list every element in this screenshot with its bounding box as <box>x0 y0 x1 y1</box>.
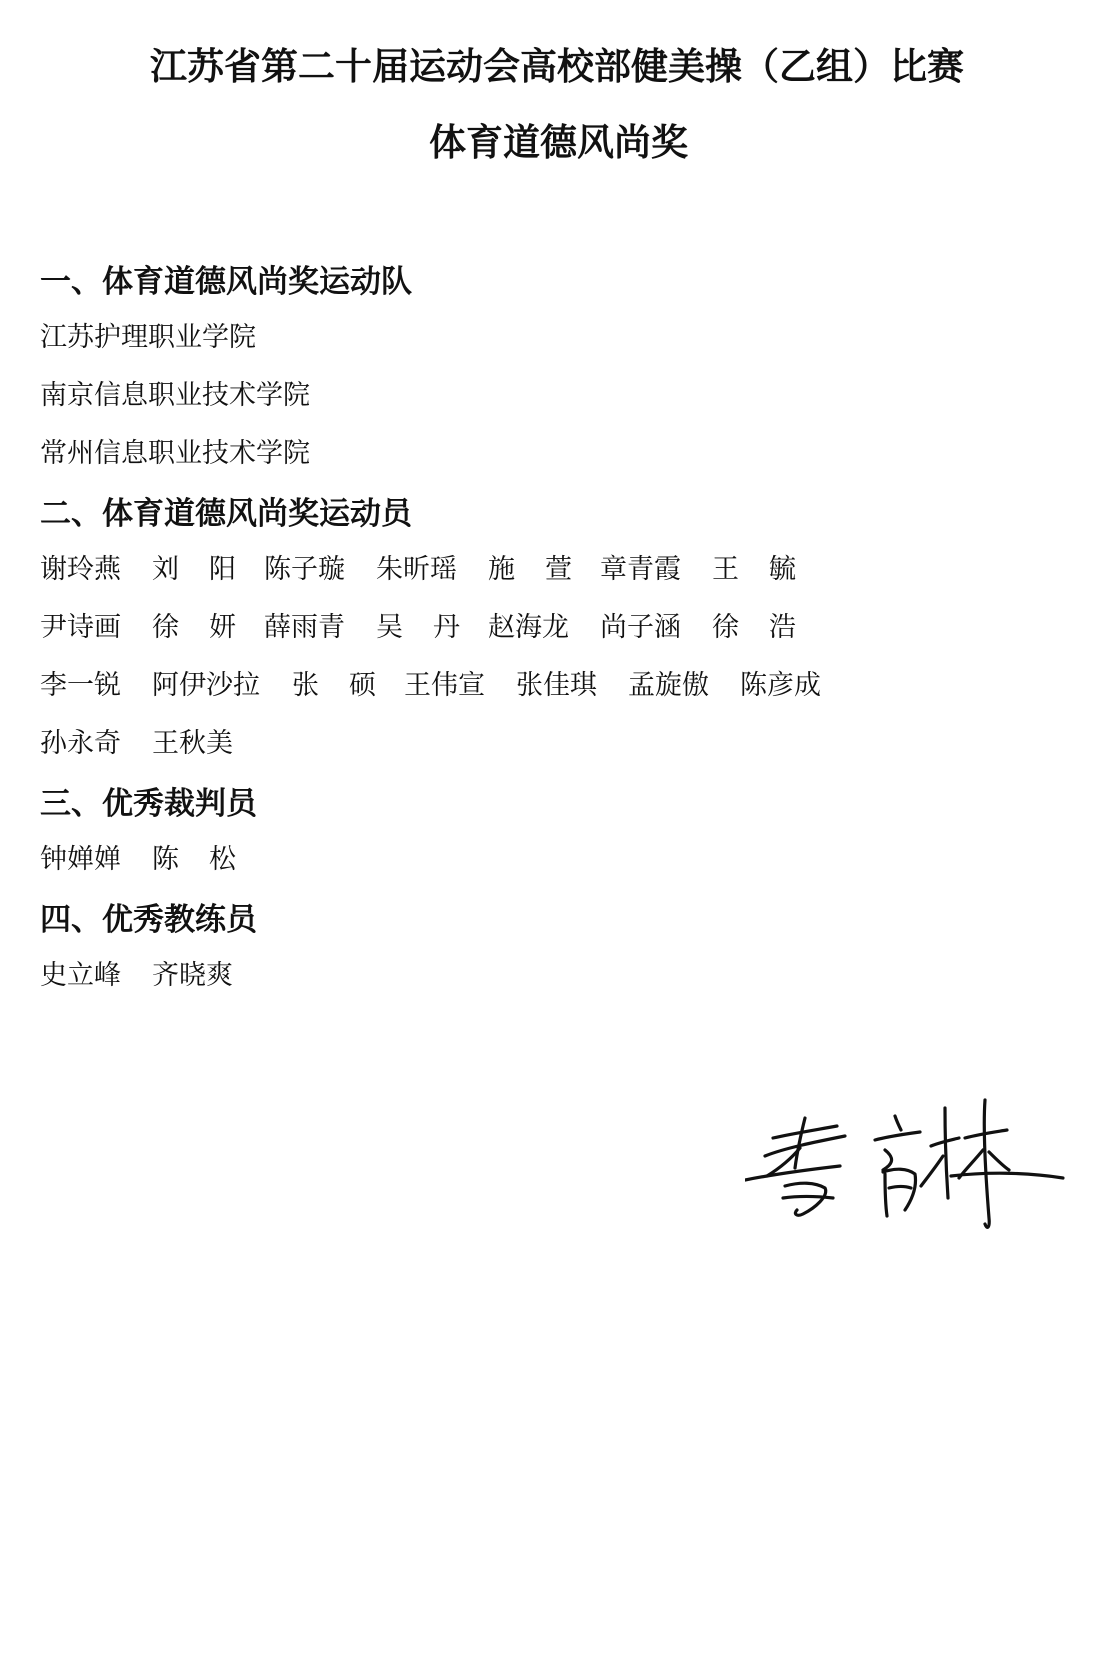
athlete-name: 尚子涵 <box>600 612 681 643</box>
athlete-name: 谢玲燕 <box>40 554 121 585</box>
signature-stroke <box>989 1152 1009 1170</box>
athlete-name: 徐妍 <box>152 612 266 643</box>
athlete-name: 朱昕瑶 <box>376 554 457 585</box>
section-heading: 三、优秀裁判员 <box>40 786 257 822</box>
athlete-name: 章青霞 <box>600 554 681 585</box>
athlete-name: 刘阳 <box>152 554 266 585</box>
athlete-name: 王伟宣 <box>404 670 485 701</box>
athlete-name: 李一锐 <box>40 670 121 701</box>
athlete-name: 薛雨青 <box>264 612 345 643</box>
athlete-name: 施萱 <box>488 554 602 585</box>
signature-stroke <box>984 1100 989 1227</box>
name-row <box>40 842 1040 878</box>
section-heading: 四、优秀教练员 <box>40 902 257 938</box>
section-heading: 二、体育道德风尚奖运动员 <box>40 496 412 532</box>
signature-stroke <box>785 1183 826 1215</box>
athlete-name: 王秋美 <box>152 728 233 759</box>
athlete-name: 陈子璇 <box>264 554 345 585</box>
athlete-name: 陈彦成 <box>740 670 821 701</box>
athlete-name: 尹诗画 <box>40 612 121 643</box>
name-row <box>40 552 1040 588</box>
team-entry: 常州信息职业技术学院 <box>40 438 310 469</box>
handwritten-signature <box>745 1098 1075 1248</box>
athlete-name: 赵海龙 <box>488 612 569 643</box>
section-heading: 一、体育道德风尚奖运动队 <box>40 264 412 300</box>
section-sportsmanship-teams <box>40 262 1040 472</box>
name-row <box>40 668 1040 704</box>
section-sportsmanship-athletes <box>40 494 1040 762</box>
athlete-name: 孟旋傲 <box>628 670 709 701</box>
coach-name: 史立峰 <box>40 960 121 991</box>
signature-stroke <box>883 1150 892 1170</box>
athlete-name: 王毓 <box>712 554 826 585</box>
athlete-name: 张佳琪 <box>516 670 597 701</box>
athlete-name: 张硕 <box>292 670 406 701</box>
signature-stroke <box>945 1108 948 1198</box>
signature-stroke <box>921 1156 943 1186</box>
section-excellent-referees <box>40 784 1040 878</box>
signature-stroke <box>885 1174 887 1216</box>
name-row <box>40 610 1040 646</box>
athlete-name: 孙永奇 <box>40 728 121 759</box>
signature-stroke <box>889 1187 911 1189</box>
coach-name: 齐晓爽 <box>152 960 233 991</box>
name-row <box>40 958 1040 994</box>
signature-stroke <box>895 1116 901 1130</box>
signature-stroke <box>875 1132 920 1140</box>
athlete-name: 阿伊沙拉 <box>152 670 260 701</box>
referee-name: 钟婵婵 <box>40 844 121 875</box>
document-title: 江苏省第二十届运动会高校部健美操（乙组）比赛 <box>150 44 964 88</box>
section-excellent-coaches <box>40 900 1040 994</box>
signature-stroke <box>765 1136 845 1156</box>
signature-stroke <box>773 1126 837 1138</box>
signature-stroke <box>745 1166 840 1180</box>
signature-stroke <box>783 1197 833 1199</box>
name-row <box>40 726 1040 762</box>
athlete-name: 吴丹 <box>376 612 490 643</box>
award-list <box>40 262 1040 1016</box>
athlete-name: 徐浩 <box>712 612 826 643</box>
team-entry: 江苏护理职业学院 <box>40 322 256 353</box>
signature-stroke <box>883 1169 916 1210</box>
signature-stroke <box>795 1118 805 1168</box>
team-entry: 南京信息职业技术学院 <box>40 380 310 411</box>
document-subtitle: 体育道德风尚奖 <box>429 120 688 164</box>
signature-stroke <box>951 1173 1063 1178</box>
referee-name: 陈松 <box>152 844 266 875</box>
